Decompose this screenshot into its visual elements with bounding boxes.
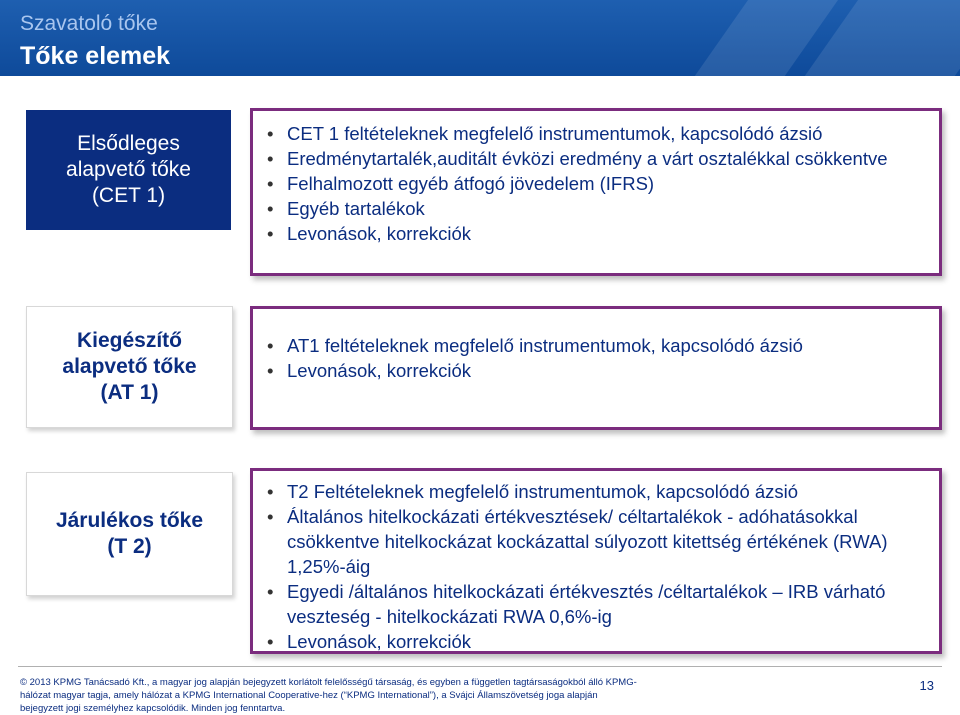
- list-item: • Felhalmozott egyéb átfogó jövedelem (IFRS): [259, 171, 925, 196]
- at1-label: Kiegészítő alapvető tőke (AT 1): [62, 329, 197, 404]
- list-item: • Egyéb tartalékok: [259, 196, 925, 221]
- list-item: • Levonások, korrekciók: [259, 629, 925, 654]
- cet1-content-box: [250, 108, 942, 276]
- t2-label-box: [26, 472, 233, 596]
- list-item: • Egyedi /általános hitelkockázati értékvesztés /céltartalékok – IRB várható veszteség - hitelkockázati RWA 0,6%-ig: [259, 579, 925, 629]
- slide-title: Tőke elemek: [20, 42, 171, 70]
- list-item: • T2 Feltételeknek megfelelő instrumentumok, kapcsolódó ázsió: [259, 479, 925, 504]
- footer-divider: [18, 666, 942, 667]
- cet1-label-box: [26, 110, 231, 230]
- list-item: • Általános hitelkockázati értékvesztések/ céltartalékok - adóhatásokkal csökkentve hitelkockázat kockázattal súlyozott kitettség értékének (RWA) 1,25%-áig: [259, 504, 925, 579]
- list-item: • Eredménytartalék,auditált évközi eredmény a várt osztalékkal csökkentve: [259, 146, 925, 171]
- list-item: • CET 1 feltételeknek megfelelő instrumentumok, kapcsolódó ázsió: [259, 121, 925, 146]
- t2-content-box: [250, 468, 942, 654]
- slide-subtitle: Szavatoló tőke: [20, 12, 158, 35]
- t2-list: [259, 479, 925, 654]
- page-number: 13: [919, 678, 934, 693]
- slide-header: [0, 0, 960, 76]
- cet1-label: Elsődleges alapvető tőke (CET 1): [66, 132, 191, 207]
- at1-content-box: [250, 306, 942, 430]
- list-item: • AT1 feltételeknek megfelelő instrumentumok, kapcsolódó ázsió: [259, 333, 925, 358]
- at1-label-box: [26, 306, 233, 428]
- t2-label: Járulékos tőke (T 2): [55, 509, 204, 558]
- list-item: • Levonások, korrekciók: [259, 221, 925, 246]
- at1-list: [259, 333, 925, 383]
- list-item: • Levonások, korrekciók: [259, 358, 925, 383]
- cet1-list: [259, 121, 925, 246]
- footer-copyright: © 2013 KPMG Tanácsadó Kft., a magyar jog alapján bejegyzett korlátolt felelősségű társaság, és egyben a független tagtársaságokból álló KPMG-hálózat magyar tagja, amely hálózat a KPMG International Cooperative-hez (“KPMG International”), a Svájci Államszövetség joga alapján bejegyzett jogi személyhez kapcsolódik. Minden jog fenntartva.: [20, 677, 637, 714]
